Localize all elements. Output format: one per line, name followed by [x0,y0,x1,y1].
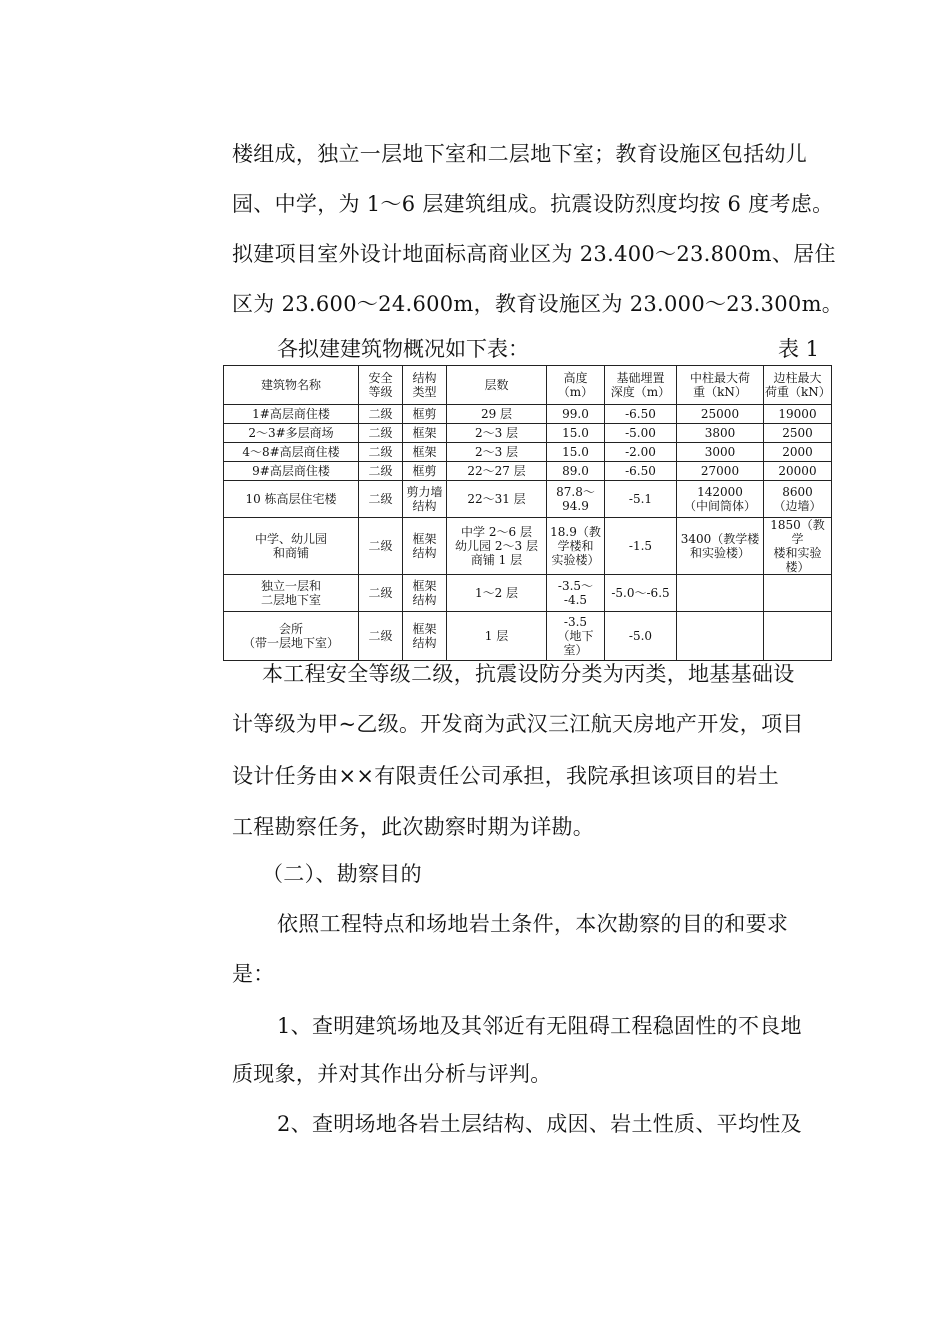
header-cell: 高度 （m） [547,366,605,405]
table-cell: 二级 [359,575,403,612]
table-cell: -5.00 [605,424,677,443]
table-cell: 二级 [359,462,403,481]
table-cell [764,612,832,661]
table-row [224,443,832,462]
header-cell: 中柱最大荷 重（kN） [677,366,764,405]
table-cell: 中学 2～6 层 幼儿园 2～3 层 商铺 1 层 [447,518,547,575]
table-cell: 框架 结构 [403,518,447,575]
table-cell: 独立一层和 二层地下室 [224,575,359,612]
table-number: 表 1 [778,337,820,361]
table-row [224,612,832,661]
paragraph-line: 园、中学，为 1～6 层建筑组成。抗震设防烈度均按 6 度考虑。 [232,192,834,216]
table-cell: 4～8#高层商住楼 [224,443,359,462]
table-cell: 3400（教学楼 和实验楼） [677,518,764,575]
table-cell: 2～3 层 [447,443,547,462]
table-header-row [224,366,832,405]
table-cell: 3800 [677,424,764,443]
table-cell: 剪力墙 结构 [403,481,447,518]
table-cell: 1#高层商住楼 [224,405,359,424]
header-cell: 边柱最大 荷重（kN） [764,366,832,405]
section-heading: （二）、勘察目的 [262,862,422,886]
paragraph-line: 工程勘察任务，此次勘察时期为详勘。 [232,815,595,839]
paragraph-line: 楼组成，独立一层地下室和二层地下室；教育设施区包括幼儿 [232,142,808,166]
table-cell: -2.00 [605,443,677,462]
table-row [224,462,832,481]
table-cell: 15.0 [547,443,605,462]
table-cell: 87.8～ 94.9 [547,481,605,518]
table-cell: 99.0 [547,405,605,424]
table-cell: 二级 [359,518,403,575]
table-cell: 2～3 层 [447,424,547,443]
table-cell: 19000 [764,405,832,424]
table-cell: 框架 [403,443,447,462]
table-cell: 二级 [359,612,403,661]
list-item-line: 2、查明场地各岩土层结构、成因、岩土性质、平均性及 [277,1112,802,1136]
table-cell: 1～2 层 [447,575,547,612]
paragraph-line: 计等级为甲~乙级。开发商为武汉三江航天房地产开发，项目 [232,712,804,736]
table-cell: 22～27 层 [447,462,547,481]
list-item-line: 1、查明建筑场地及其邻近有无阻碍工程稳固性的不良地 [277,1014,802,1038]
table-cell: -5.0～-6.5 [605,575,677,612]
table-cell [677,612,764,661]
table-row [224,481,832,518]
table-cell: -6.50 [605,462,677,481]
paragraph-line: 设计任务由××有限责任公司承担，我院承担该项目的岩土 [232,764,779,788]
header-cell: 建筑物名称 [224,366,359,405]
table-cell: -3.5 （地下 室） [547,612,605,661]
paragraph-line: 是： [232,962,275,986]
table-caption: 各拟建建筑物概况如下表： [277,337,529,361]
table-row [224,405,832,424]
table-cell: 二级 [359,443,403,462]
table-cell: 15.0 [547,424,605,443]
paragraph-line: 本工程安全等级二级，抗震设防分类为丙类，地基基础设 [262,662,795,686]
paragraph-line: 拟建项目室外设计地面标高商业区为 23.400～23.800m、居住 [232,242,836,266]
header-cell: 层数 [447,366,547,405]
table-cell: 中学、幼儿园 和商铺 [224,518,359,575]
table-cell: 二级 [359,481,403,518]
table-row [224,518,832,575]
paragraph-line: 依照工程特点和场地岩土条件，本次勘察的目的和要求 [277,912,789,936]
table-cell: 框剪 [403,462,447,481]
table-cell: 2000 [764,443,832,462]
table-cell: 2～3#多层商场 [224,424,359,443]
table-cell: -5.0 [605,612,677,661]
paragraph-line: 区为 23.600～24.600m，教育设施区为 23.000～23.300m。 [232,292,844,316]
building-summary-table [223,365,832,661]
table-cell: 框架 结构 [403,575,447,612]
table-cell: 1 层 [447,612,547,661]
table-cell [764,575,832,612]
table-cell: 22～31 层 [447,481,547,518]
table-cell: 10 栋高层住宅楼 [224,481,359,518]
table-cell: 9#高层商住楼 [224,462,359,481]
table-cell: 会所 （带一层地下室） [224,612,359,661]
table-cell: 142000 （中间筒体） [677,481,764,518]
table-cell [677,575,764,612]
table-cell: 2500 [764,424,832,443]
table-cell: 二级 [359,424,403,443]
table-cell: 89.0 [547,462,605,481]
table-cell: 1850（教学 楼和实验 楼） [764,518,832,575]
table-cell: -6.50 [605,405,677,424]
table-cell: 20000 [764,462,832,481]
table-cell: 18.9（教 学楼和 实验楼） [547,518,605,575]
header-cell: 安全 等级 [359,366,403,405]
table-cell: 29 层 [447,405,547,424]
table-cell: 8600 （边墙） [764,481,832,518]
list-item-line: 质现象，并对其作出分析与评判。 [232,1062,552,1086]
table-cell: 27000 [677,462,764,481]
table-cell: 3000 [677,443,764,462]
header-cell: 基础埋置 深度（m） [605,366,677,405]
table-cell: -5.1 [605,481,677,518]
table-cell: -3.5～ -4.5 [547,575,605,612]
table-cell: 25000 [677,405,764,424]
table-row [224,575,832,612]
table-cell: 框架 [403,424,447,443]
table-row [224,424,832,443]
table-cell: 二级 [359,405,403,424]
header-cell: 结构 类型 [403,366,447,405]
table-cell: 框剪 [403,405,447,424]
table-cell: -1.5 [605,518,677,575]
table-cell: 框架 结构 [403,612,447,661]
